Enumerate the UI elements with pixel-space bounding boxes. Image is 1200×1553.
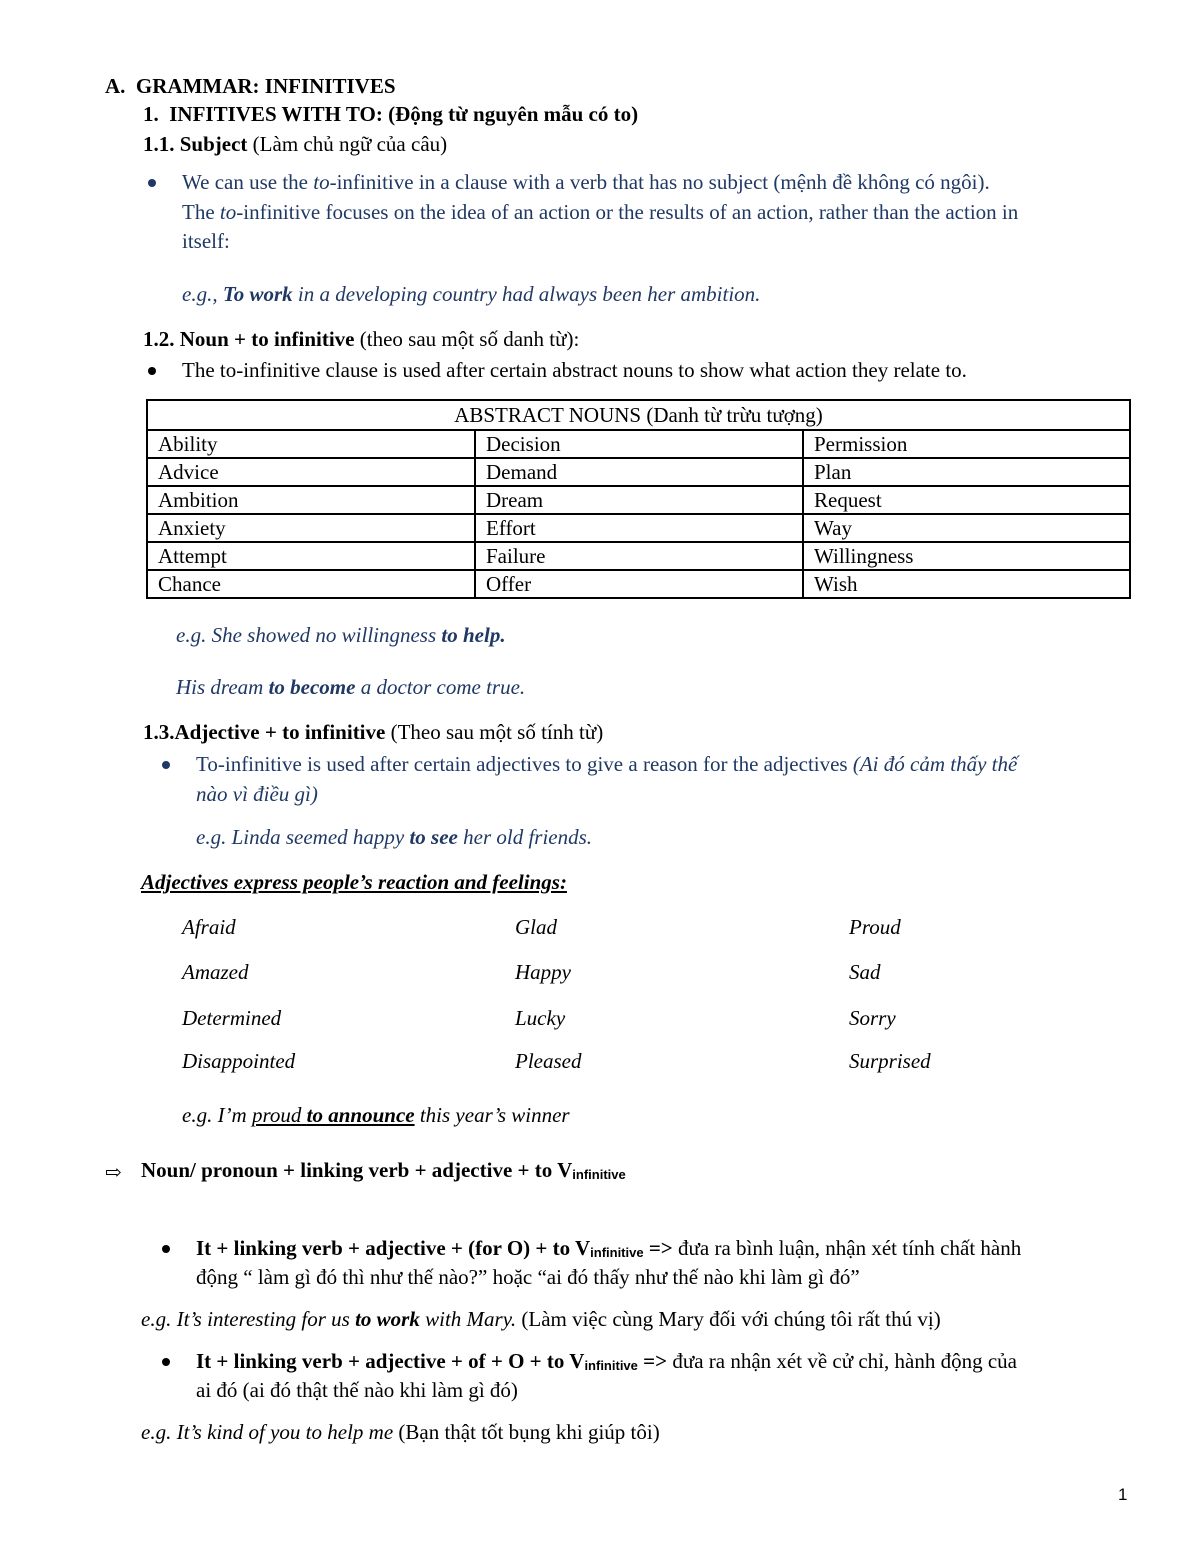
adjective-item: Sorry: [849, 1006, 896, 1030]
adjective-item: Proud: [849, 915, 901, 939]
text: It + linking verb + adjective + (for O) + to V: [196, 1236, 591, 1260]
text: =>: [643, 1236, 673, 1260]
table-cell: Offer: [475, 570, 803, 598]
table-cell: Decision: [475, 430, 803, 458]
text: to see: [409, 825, 458, 849]
table-cell: Plan: [803, 458, 1130, 486]
text: His dream: [176, 675, 269, 699]
table-cell: Anxiety: [147, 514, 475, 542]
text: e.g.,: [182, 282, 223, 306]
table-cell: Way: [803, 514, 1130, 542]
text: -infinitive focuses on the idea of an action or the results of an action, rather than the action in: [236, 200, 1019, 224]
text: The: [182, 200, 220, 224]
text: Noun/ pronoun + linking verb + adjective + to V: [141, 1158, 573, 1182]
adjectives-heading: Adjectives express people’s reaction and feelings:: [141, 870, 567, 894]
table-cell: Permission: [803, 430, 1130, 458]
sec13-bullet-line2: nào vì điều gì): [196, 782, 318, 806]
bullet-icon: [148, 367, 156, 375]
section-1-1-title: Subject: [179, 132, 248, 156]
text: (Làm việc cùng Mary đối với chúng tôi rất thú vị): [516, 1307, 941, 1331]
text: her old friends.: [457, 825, 593, 849]
text: to help.: [441, 623, 506, 647]
text: e.g. She showed no willingness: [176, 623, 442, 647]
sec11-bullet-line2: [182, 200, 1018, 225]
text: đưa ra bình luận, nhận xét tính chất hành: [672, 1236, 1022, 1260]
table-cell: Ability: [147, 430, 475, 458]
text: this year’s winner: [414, 1103, 570, 1127]
section-1-2-note: (theo sau một số danh từ):: [359, 327, 580, 351]
text: to: [313, 170, 330, 194]
table-cell: Attempt: [147, 542, 475, 570]
section-1-title: INFITIVES WITH TO: (Động từ nguyên mẫu có to): [169, 102, 639, 126]
it-rule-1-example: [141, 1307, 941, 1332]
table-row: [147, 486, 1130, 514]
bullet-icon: [148, 179, 156, 187]
table-row: [147, 430, 1130, 458]
sec12-bullet: The to-infinitive clause is used after certain abstract nouns to show what action they relate to.: [182, 358, 967, 382]
section-1-3-note: (Theo sau một số tính từ): [390, 720, 604, 744]
section-a-heading: [105, 74, 396, 99]
section-1-heading: [143, 102, 638, 127]
text: To-infinitive is used after certain adjectives to give a reason for the adjectives: [196, 752, 853, 776]
it-rule-1-line2: động “ làm gì đó thì như thế nào?” hoặc “ai đó thấy như thế nào khi làm gì đó”: [196, 1265, 860, 1289]
section-1-3-heading: [143, 720, 603, 745]
sec13-bullet-line1: [196, 752, 1017, 777]
page-number: 1: [1118, 1485, 1128, 1504]
bullet-icon: [162, 1358, 170, 1366]
text: a doctor come true.: [355, 675, 526, 699]
text: infinitive: [590, 1245, 644, 1260]
text: (Ai đó cảm thấy thế: [852, 752, 1018, 776]
table-header-row: [147, 400, 1130, 430]
table-row: [147, 570, 1130, 598]
section-1-2-num: 1.2.: [143, 327, 175, 351]
text: =>: [637, 1349, 668, 1373]
it-rule-1-line1: [196, 1236, 1021, 1261]
it-rule-2-example: [141, 1420, 660, 1445]
text: -infinitive in a clause with a verb that has no subject (mệnh đề không có ngôi).: [329, 170, 990, 194]
text: e.g. It’s kind of you to help me: [141, 1420, 394, 1444]
adjective-item: Disappointed: [182, 1049, 296, 1073]
text: e.g. It’s interesting for us: [141, 1307, 356, 1331]
table-cell: Request: [803, 486, 1130, 514]
adjective-item: Amazed: [182, 960, 249, 984]
text: to become: [268, 675, 356, 699]
section-1-1-heading: [143, 132, 447, 157]
text: (Bạn thật tốt bụng khi giúp tôi): [393, 1420, 660, 1444]
table-cell: Dream: [475, 486, 803, 514]
adjective-item: Determined: [182, 1006, 282, 1030]
rule-line: [141, 1158, 626, 1183]
text: e.g. I’m: [182, 1103, 252, 1127]
section-1-3-title: 1.3.Adjective + to infinitive: [143, 720, 386, 744]
text: We can use the: [182, 170, 314, 194]
text: to work: [355, 1307, 420, 1331]
section-1-2-title: Noun + to infinitive: [179, 327, 355, 351]
section-1-1-note: (Làm chủ ngữ của câu): [252, 132, 448, 156]
section-1-1-num: 1.1.: [143, 132, 175, 156]
text: in a developing country had always been her ambition.: [292, 282, 761, 306]
table-row: [147, 514, 1130, 542]
text: to announce: [306, 1103, 415, 1127]
table-row: [147, 542, 1130, 570]
table-cell: Effort: [475, 514, 803, 542]
sec11-bullet-line1: [182, 170, 990, 195]
adjective-item: Afraid: [182, 915, 236, 939]
sec13-example-2: [182, 1103, 570, 1128]
adjective-item: Glad: [515, 915, 557, 939]
table-row: [147, 458, 1130, 486]
sec12-example-2: [176, 675, 525, 700]
table-cell: Wish: [803, 570, 1130, 598]
adjective-item: Happy: [515, 960, 571, 984]
sec13-example-1: [196, 825, 592, 850]
section-1-2-heading: [143, 327, 579, 352]
it-rule-2-line2: ai đó (ai đó thật thế nào khi làm gì đó): [196, 1378, 518, 1402]
table-cell: Demand: [475, 458, 803, 486]
adjective-item: Surprised: [849, 1049, 931, 1073]
text: with Mary.: [419, 1307, 517, 1331]
section-1-num: 1.: [143, 102, 159, 126]
text: To work: [222, 282, 293, 306]
table-cell: Failure: [475, 542, 803, 570]
adjective-item: Sad: [849, 960, 881, 984]
text: proud: [251, 1103, 302, 1127]
sec11-example: [182, 282, 760, 307]
it-rule-2-line1: [196, 1349, 1017, 1374]
text: to: [219, 200, 237, 224]
table-cell: Willingness: [803, 542, 1130, 570]
table-header: ABSTRACT NOUNS (Danh từ trừu tượng): [147, 400, 1130, 430]
text: infinitive: [572, 1167, 626, 1182]
table-cell: Chance: [147, 570, 475, 598]
bullet-icon: [162, 1245, 170, 1253]
text: It + linking verb + adjective + of + O + to V: [196, 1349, 585, 1373]
section-a-label: A.: [105, 74, 126, 98]
bullet-icon: [162, 761, 170, 769]
section-a-title: GRAMMAR: INFINITIVES: [135, 74, 396, 98]
text: infinitive: [584, 1358, 638, 1373]
text: e.g. Linda seemed happy: [196, 825, 410, 849]
sec12-example-1: [176, 623, 506, 648]
table-cell: Ambition: [147, 486, 475, 514]
text: đưa ra nhận xét về cử chỉ, hành động của: [667, 1349, 1017, 1373]
adjective-item: Lucky: [515, 1006, 566, 1030]
adjective-item: Pleased: [515, 1049, 582, 1073]
sec11-bullet-line3: itself:: [182, 229, 230, 253]
table-cell: Advice: [147, 458, 475, 486]
rule-arrow-icon: ⇨: [105, 1162, 122, 1184]
abstract-nouns-table: [146, 399, 1131, 599]
